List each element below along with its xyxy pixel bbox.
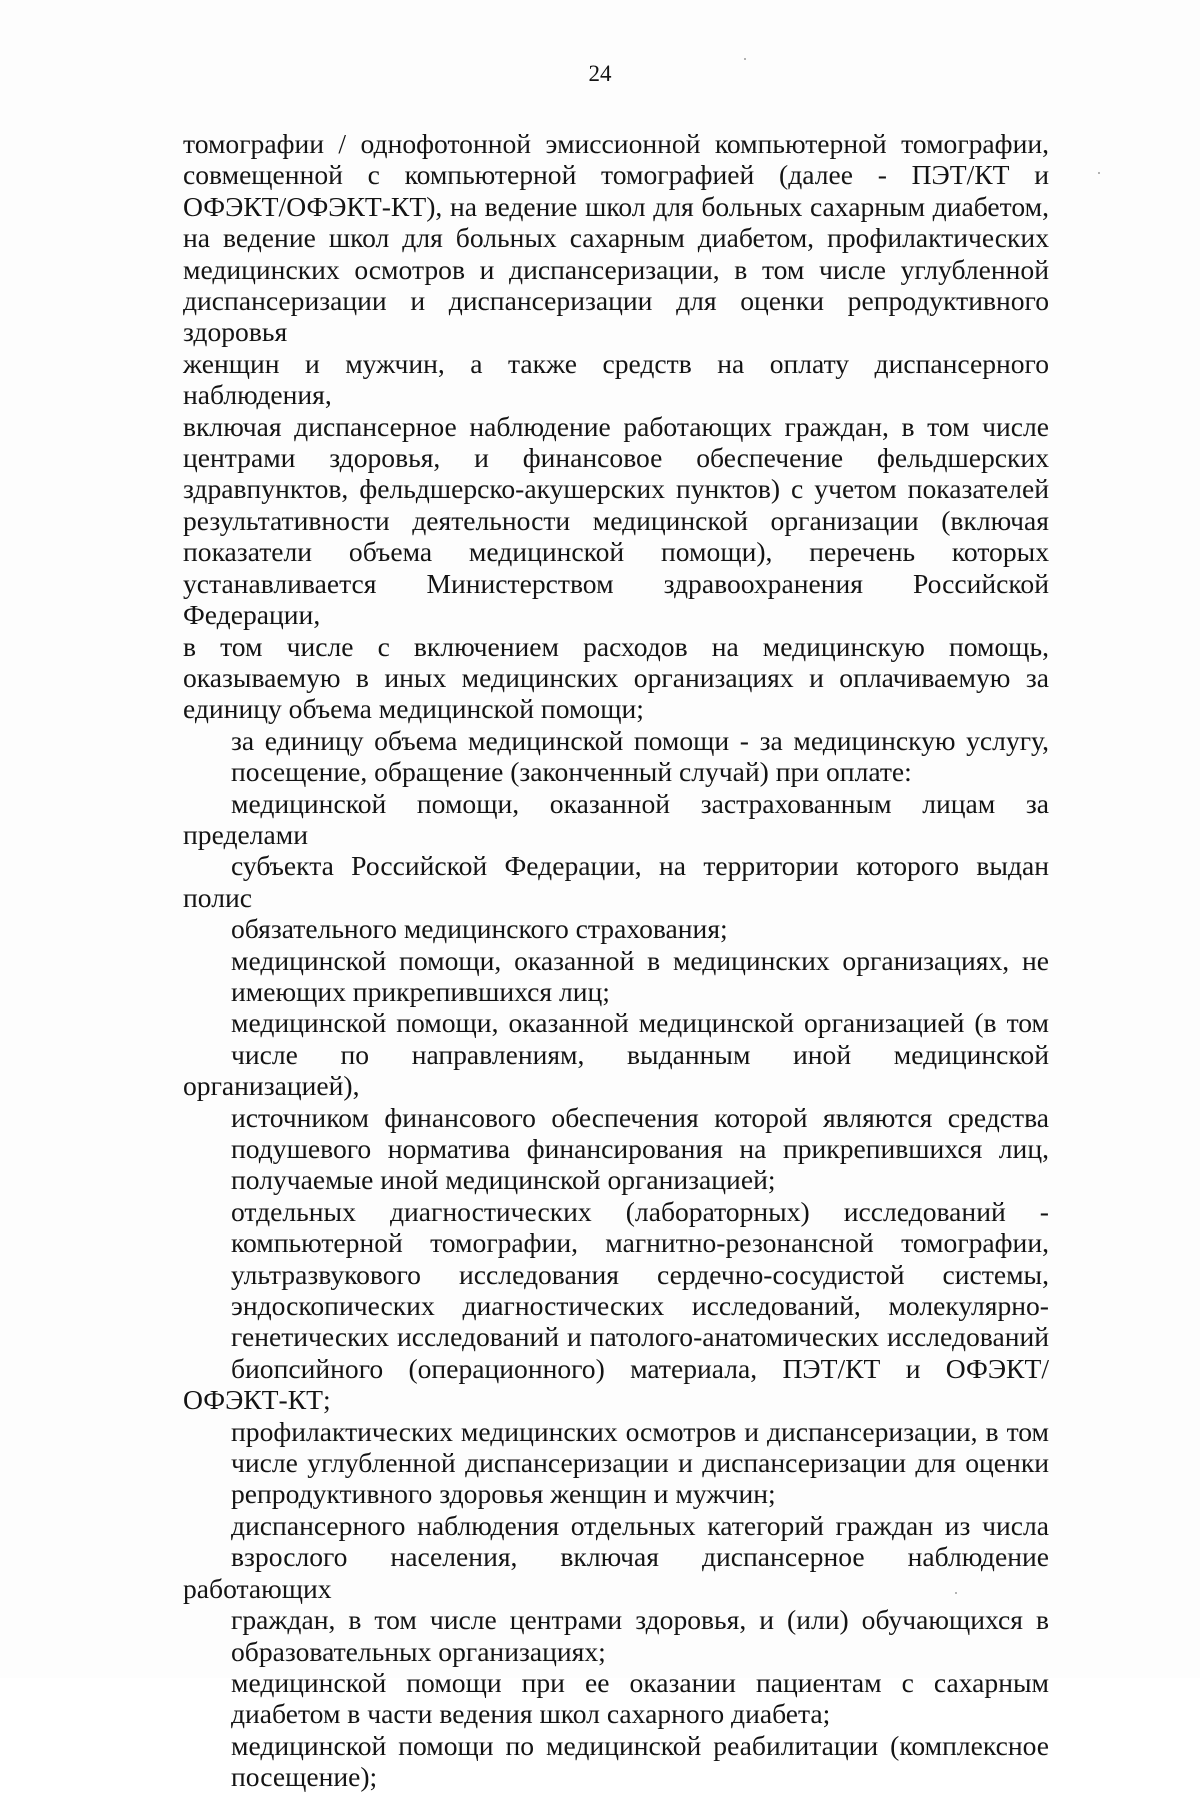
scan-speck	[744, 58, 746, 60]
document-body	[183, 128, 1049, 1793]
paragraph	[183, 1196, 1049, 1416]
text-line: обязательного медицинского страхования;	[231, 913, 728, 945]
text-line: в том числе с включением расходов на медицинскую помощь,	[183, 630, 1049, 662]
text-line: устанавливается Министерством здравоохранения Российской Федерации,	[183, 567, 1049, 631]
text-line: числе по направлениям, выданным иной медицинской организацией),	[183, 1038, 1049, 1102]
text-line: получаемые иной медицинской организацией;	[231, 1164, 776, 1196]
paragraph	[183, 1730, 1049, 1793]
text-line: единицу объема медицинской помощи;	[183, 693, 644, 725]
text-line: медицинской помощи, оказанной в медицинских организациях, не	[231, 944, 1049, 976]
text-line: компьютерной томографии, магнитно-резонансной томографии,	[231, 1227, 1049, 1259]
text-line: подушевого норматива финансирования на прикрепившихся лиц,	[231, 1133, 1049, 1164]
paragraph	[183, 1416, 1049, 1510]
text-line: граждан, в том числе центрами здоровья, и (или) обучающихся в	[231, 1604, 1049, 1636]
text-line: генетических исследований и патолого-анатомических исследований	[231, 1321, 1049, 1353]
text-line: ультразвукового исследования сердечно-сосудистой системы,	[231, 1258, 1049, 1290]
scan-speck	[955, 1592, 957, 1594]
text-line: медицинских осмотров и диспансеризации, в том числе углубленной	[183, 253, 1049, 285]
text-line: диабетом в части ведения школ сахарного диабета;	[231, 1698, 831, 1730]
text-line: числе углубленной диспансеризации и диспансеризации для оценки	[231, 1447, 1049, 1479]
text-line: результативности деятельности медицинской организации (включая	[183, 504, 1049, 536]
paragraph	[183, 725, 1049, 788]
paragraph	[183, 1510, 1049, 1667]
scan-speck	[1098, 172, 1100, 174]
text-line: посещение, обращение (законченный случай) при оплате:	[231, 756, 912, 788]
text-line: на ведение школ для больных сахарным диабетом, профилактических	[183, 222, 1049, 254]
text-line: включая диспансерное наблюдение работающих граждан, в том числе	[183, 410, 1049, 442]
text-line: медицинской помощи по медицинской реабилитации (комплексное	[231, 1729, 1049, 1761]
text-line: взрослого населения, включая диспансерное наблюдение работающих	[183, 1541, 1049, 1604]
text-line: центрами здоровья, и финансовое обеспечение фельдшерских	[183, 442, 1049, 474]
text-line: за единицу объема медицинской помощи - за медицинскую услугу,	[231, 724, 1049, 756]
text-line: медицинской помощи, оказанной застрахованным лицам за пределами	[183, 787, 1049, 850]
text-line: эндоскопических диагностических исследований, молекулярно-	[231, 1290, 1049, 1322]
text-line: профилактических медицинских осмотров и диспансеризации, в том	[231, 1415, 1049, 1447]
paragraph	[183, 788, 1049, 945]
text-line: томографии / однофотонной эмиссионной компьютерной томографии,	[183, 128, 1049, 159]
text-line: посещение);	[231, 1761, 378, 1793]
text-line: отдельных диагностических (лабораторных) исследований -	[231, 1195, 1049, 1227]
text-line: биопсийного (операционного) материала, ПЭТ/КТ и ОФЭКТ/ОФЭКТ-КТ;	[183, 1352, 1049, 1416]
text-line: имеющих прикрепившихся лиц;	[231, 975, 610, 1007]
text-line: совмещенной с компьютерной томографией (далее - ПЭТ/КТ и	[183, 159, 1049, 191]
text-line: образовательных организациях;	[231, 1635, 606, 1667]
text-line: женщин и мужчин, а также средств на оплату диспансерного наблюдения,	[183, 347, 1049, 411]
text-line: субъекта Российской Федерации, на территории которого выдан полис	[183, 850, 1049, 913]
text-line: диспансерного наблюдения отдельных категорий граждан из числа	[231, 1509, 1049, 1541]
page-number: 24	[588, 61, 612, 86]
text-line: диспансеризации и диспансеризации для оценки репродуктивного здоровья	[183, 285, 1049, 348]
text-line: медицинской помощи при ее оказании пациентам с сахарным	[231, 1666, 1049, 1698]
text-line: оказываемую в иных медицинских организациях и оплачиваемую за	[183, 661, 1049, 693]
paragraph	[183, 128, 1049, 725]
paragraph	[183, 1667, 1049, 1730]
paragraph	[183, 1007, 1049, 1195]
text-line: репродуктивного здоровья женщин и мужчин;	[231, 1478, 776, 1510]
text-line: здравпунктов, фельдшерско-акушерских пунктов) с учетом показателей	[183, 473, 1049, 505]
text-line: медицинской помощи, оказанной медицинской организацией (в том	[231, 1007, 1049, 1039]
text-line: показатели объема медицинской помощи), перечень которых	[183, 536, 1049, 568]
text-line: источником финансового обеспечения которой являются средства	[231, 1101, 1049, 1133]
paragraph	[183, 945, 1049, 1008]
text-line: ОФЭКТ/ОФЭКТ-КТ), на ведение школ для больных сахарным диабетом,	[183, 190, 1049, 222]
